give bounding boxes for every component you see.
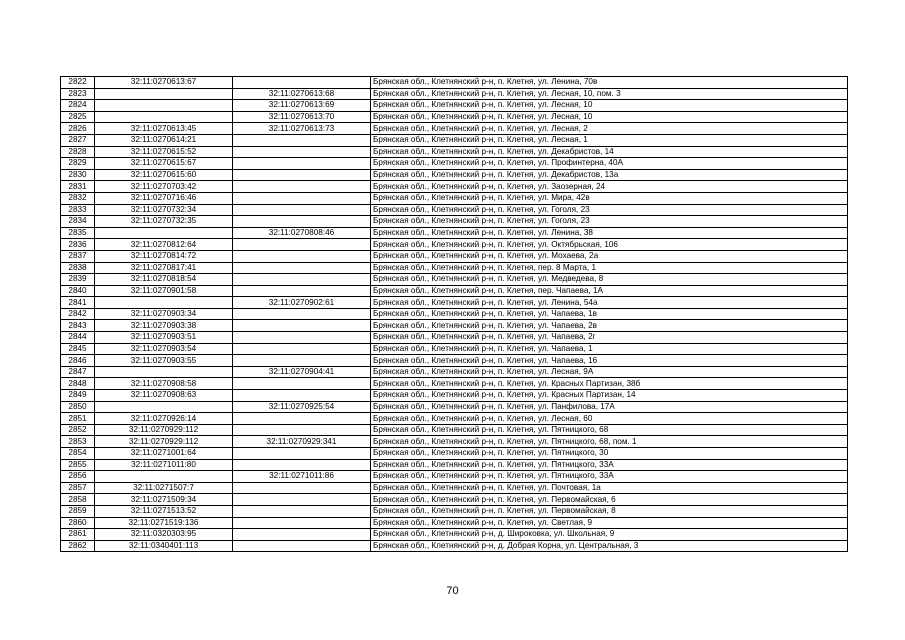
row-number-cell: 2838 (61, 262, 95, 274)
address-cell: Брянская обл., Клетнянский р-н, п. Клетня, ул. Октябрьская, 106 (371, 239, 848, 251)
row-number-cell: 2837 (61, 250, 95, 262)
table-row (61, 343, 848, 355)
building-cadastral-number-cell (233, 320, 371, 332)
address-cell: Брянская обл., Клетнянский р-н, п. Клетня, ул. Медведева, 8 (371, 274, 848, 286)
table-row (61, 158, 848, 170)
table-row (61, 297, 848, 309)
land-cadastral-number-cell: 32:11:0270903:51 (95, 332, 233, 344)
registry-table (60, 76, 848, 552)
building-cadastral-number-cell: 32:11:0270929:341 (233, 436, 371, 448)
row-number-cell: 2859 (61, 505, 95, 517)
land-cadastral-number-cell: 32:11:0270614:21 (95, 134, 233, 146)
building-cadastral-number-cell (233, 146, 371, 158)
land-cadastral-number-cell: 32:11:0270615:67 (95, 158, 233, 170)
land-cadastral-number-cell: 32:11:0270903:38 (95, 320, 233, 332)
land-cadastral-number-cell: 32:11:0270908:58 (95, 378, 233, 390)
building-cadastral-number-cell (233, 134, 371, 146)
address-cell: Брянская обл., Клетнянский р-н, п. Клетня, ул. Чапаева, 16 (371, 355, 848, 367)
address-cell: Брянская обл., Клетнянский р-н, п. Клетня, ул. Ленина, 70в (371, 77, 848, 89)
row-number-cell: 2822 (61, 77, 95, 89)
building-cadastral-number-cell (233, 308, 371, 320)
land-cadastral-number-cell: 32:11:0270613:67 (95, 77, 233, 89)
land-cadastral-number-cell (95, 471, 233, 483)
table-row (61, 134, 848, 146)
address-cell: Брянская обл., Клетнянский р-н, п. Клетня, ул. Лесная, 10 (371, 100, 848, 112)
row-number-cell: 2834 (61, 216, 95, 228)
address-cell: Брянская обл., Клетнянский р-н, п. Клетня, ул. Первомайская, 6 (371, 494, 848, 506)
building-cadastral-number-cell (233, 459, 371, 471)
address-cell: Брянская обл., Клетнянский р-н, п. Клетня, ул. Чапаева, 1 (371, 343, 848, 355)
land-cadastral-number-cell: 32:11:0270903:54 (95, 343, 233, 355)
building-cadastral-number-cell (233, 494, 371, 506)
land-cadastral-number-cell: 32:11:0270903:55 (95, 355, 233, 367)
address-cell: Брянская обл., Клетнянский р-н, п. Клетня, ул. Гоголя, 23 (371, 204, 848, 216)
address-cell: Брянская обл., Клетнянский р-н, п. Клетня, ул. Чапаева, 1в (371, 308, 848, 320)
row-number-cell: 2826 (61, 123, 95, 135)
table-row (61, 332, 848, 344)
address-cell: Брянская обл., Клетнянский р-н, п. Клетня, ул. Почтовая, 1а (371, 482, 848, 494)
land-cadastral-number-cell: 32:11:0270926:14 (95, 413, 233, 425)
land-cadastral-number-cell: 32:11:0271507:7 (95, 482, 233, 494)
row-number-cell: 2862 (61, 540, 95, 552)
building-cadastral-number-cell (233, 181, 371, 193)
row-number-cell: 2861 (61, 529, 95, 541)
land-cadastral-number-cell (95, 100, 233, 112)
row-number-cell: 2833 (61, 204, 95, 216)
building-cadastral-number-cell: 32:11:0271011:86 (233, 471, 371, 483)
table-row (61, 540, 848, 552)
row-number-cell: 2829 (61, 158, 95, 170)
registry-table-body (61, 77, 848, 552)
row-number-cell: 2858 (61, 494, 95, 506)
building-cadastral-number-cell (233, 448, 371, 460)
table-row (61, 192, 848, 204)
address-cell: Брянская обл., Клетнянский р-н, п. Клетня, ул. Чапаева, 2в (371, 320, 848, 332)
building-cadastral-number-cell (233, 332, 371, 344)
address-cell: Брянская обл., Клетнянский р-н, п. Клетня, ул. Гоголя, 23 (371, 216, 848, 228)
table-row (61, 529, 848, 541)
table-row (61, 517, 848, 529)
page-number: 70 (446, 585, 459, 597)
address-cell: Брянская обл., Клетнянский р-н, п. Клетня, ул. Пятницкого, 30 (371, 448, 848, 460)
table-row (61, 378, 848, 390)
table-row (61, 88, 848, 100)
address-cell: Брянская обл., Клетнянский р-н, п. Клетня, ул. Лесная, 2 (371, 123, 848, 135)
row-number-cell: 2857 (61, 482, 95, 494)
land-cadastral-number-cell (95, 401, 233, 413)
address-cell: Брянская обл., Клетнянский р-н, д. Широковка, ул. Школьная, 9 (371, 529, 848, 541)
building-cadastral-number-cell (233, 378, 371, 390)
building-cadastral-number-cell: 32:11:0270613:69 (233, 100, 371, 112)
address-cell: Брянская обл., Клетнянский р-н, п. Клетня, ул. Профинтерна, 40А (371, 158, 848, 170)
building-cadastral-number-cell: 32:11:0270613:68 (233, 88, 371, 100)
address-cell: Брянская обл., Клетнянский р-н, п. Клетня, ул. Чапаева, 2г (371, 332, 848, 344)
building-cadastral-number-cell (233, 529, 371, 541)
row-number-cell: 2854 (61, 448, 95, 460)
row-number-cell: 2836 (61, 239, 95, 251)
address-cell: Брянская обл., Клетнянский р-н, п. Клетня, ул. Лесная, 9А (371, 366, 848, 378)
land-cadastral-number-cell: 32:11:0270817:41 (95, 262, 233, 274)
table-row (61, 482, 848, 494)
land-cadastral-number-cell (95, 366, 233, 378)
table-row (61, 181, 848, 193)
row-number-cell: 2825 (61, 111, 95, 123)
address-cell: Брянская обл., Клетнянский р-н, п. Клетня, ул. Декабристов, 14 (371, 146, 848, 158)
table-row (61, 285, 848, 297)
row-number-cell: 2853 (61, 436, 95, 448)
land-cadastral-number-cell (95, 88, 233, 100)
table-row (61, 401, 848, 413)
building-cadastral-number-cell: 32:11:0270613:73 (233, 123, 371, 135)
building-cadastral-number-cell: 32:11:0270925:54 (233, 401, 371, 413)
row-number-cell: 2855 (61, 459, 95, 471)
land-cadastral-number-cell: 32:11:0270615:60 (95, 169, 233, 181)
land-cadastral-number-cell: 32:11:0271509:34 (95, 494, 233, 506)
row-number-cell: 2841 (61, 297, 95, 309)
table-row (61, 204, 848, 216)
land-cadastral-number-cell (95, 227, 233, 239)
row-number-cell: 2824 (61, 100, 95, 112)
table-row (61, 239, 848, 251)
address-cell: Брянская обл., Клетнянский р-н, п. Клетня, ул. Пятницкого, 33А (371, 471, 848, 483)
building-cadastral-number-cell: 32:11:0270613:70 (233, 111, 371, 123)
building-cadastral-number-cell (233, 424, 371, 436)
address-cell: Брянская обл., Клетнянский р-н, п. Клетня, ул. Светлая, 9 (371, 517, 848, 529)
address-cell: Брянская обл., Клетнянский р-н, п. Клетня, ул. Красных Партизан, 14 (371, 390, 848, 402)
building-cadastral-number-cell (233, 343, 371, 355)
address-cell: Брянская обл., Клетнянский р-н, п. Клетня, ул. Красных Партизан, 38б (371, 378, 848, 390)
row-number-cell: 2835 (61, 227, 95, 239)
land-cadastral-number-cell: 32:11:0340401:113 (95, 540, 233, 552)
table-row (61, 308, 848, 320)
land-cadastral-number-cell: 32:11:0270908:63 (95, 390, 233, 402)
land-cadastral-number-cell: 32:11:0270812:64 (95, 239, 233, 251)
building-cadastral-number-cell (233, 517, 371, 529)
building-cadastral-number-cell (233, 413, 371, 425)
address-cell: Брянская обл., Клетнянский р-н, п. Клетня, ул. Мохаева, 2а (371, 250, 848, 262)
land-cadastral-number-cell: 32:11:0270929:112 (95, 436, 233, 448)
table-row (61, 146, 848, 158)
building-cadastral-number-cell (233, 239, 371, 251)
row-number-cell: 2840 (61, 285, 95, 297)
address-cell: Брянская обл., Клетнянский р-н, п. Клетня, ул. Лесная, 60 (371, 413, 848, 425)
row-number-cell: 2823 (61, 88, 95, 100)
table-row (61, 413, 848, 425)
address-cell: Брянская обл., Клетнянский р-н, п. Клетня, пер. Чапаева, 1А (371, 285, 848, 297)
land-cadastral-number-cell: 32:11:0271011:80 (95, 459, 233, 471)
row-number-cell: 2849 (61, 390, 95, 402)
building-cadastral-number-cell (233, 482, 371, 494)
row-number-cell: 2842 (61, 308, 95, 320)
address-cell: Брянская обл., Клетнянский р-н, п. Клетня, ул. Пятницкого, 68, пом. 1 (371, 436, 848, 448)
row-number-cell: 2860 (61, 517, 95, 529)
row-number-cell: 2843 (61, 320, 95, 332)
land-cadastral-number-cell: 32:11:0270929:112 (95, 424, 233, 436)
row-number-cell: 2832 (61, 192, 95, 204)
building-cadastral-number-cell: 32:11:0270904:41 (233, 366, 371, 378)
table-row (61, 111, 848, 123)
address-cell: Брянская обл., Клетнянский р-н, п. Клетня, ул. Панфилова, 17А (371, 401, 848, 413)
table-row (61, 494, 848, 506)
address-cell: Брянская обл., Клетнянский р-н, п. Клетня, ул. Лесная, 1 (371, 134, 848, 146)
address-cell: Брянская обл., Клетнянский р-н, п. Клетня, ул. Мира, 42в (371, 192, 848, 204)
row-number-cell: 2831 (61, 181, 95, 193)
table-row (61, 250, 848, 262)
row-number-cell: 2848 (61, 378, 95, 390)
table-row (61, 448, 848, 460)
address-cell: Брянская обл., Клетнянский р-н, п. Клетня, ул. Лесная, 10, пом. 3 (371, 88, 848, 100)
table-row (61, 505, 848, 517)
table-row (61, 274, 848, 286)
building-cadastral-number-cell (233, 204, 371, 216)
land-cadastral-number-cell: 32:11:0270613:45 (95, 123, 233, 135)
building-cadastral-number-cell: 32:11:0270902:61 (233, 297, 371, 309)
land-cadastral-number-cell: 32:11:0271513:52 (95, 505, 233, 517)
address-cell: Брянская обл., Клетнянский р-н, п. Клетня, пер. 8 Марта, 1 (371, 262, 848, 274)
building-cadastral-number-cell (233, 250, 371, 262)
row-number-cell: 2828 (61, 146, 95, 158)
building-cadastral-number-cell (233, 285, 371, 297)
address-cell: Брянская обл., Клетнянский р-н, п. Клетня, ул. Лесная, 10 (371, 111, 848, 123)
building-cadastral-number-cell (233, 262, 371, 274)
land-cadastral-number-cell: 32:11:0270732:35 (95, 216, 233, 228)
address-cell: Брянская обл., Клетнянский р-н, д. Добрая Корна, ул. Центральная, 3 (371, 540, 848, 552)
row-number-cell: 2844 (61, 332, 95, 344)
land-cadastral-number-cell: 32:11:0271001:64 (95, 448, 233, 460)
row-number-cell: 2852 (61, 424, 95, 436)
table-row (61, 320, 848, 332)
land-cadastral-number-cell: 32:11:0270716:46 (95, 192, 233, 204)
land-cadastral-number-cell: 32:11:0320303:95 (95, 529, 233, 541)
table-row (61, 355, 848, 367)
table-row (61, 459, 848, 471)
row-number-cell: 2830 (61, 169, 95, 181)
table-row (61, 123, 848, 135)
table-row (61, 169, 848, 181)
building-cadastral-number-cell: 32:11:0270808:46 (233, 227, 371, 239)
address-cell: Брянская обл., Клетнянский р-н, п. Клетня, ул. Ленина, 54а (371, 297, 848, 309)
land-cadastral-number-cell: 32:11:0270615:52 (95, 146, 233, 158)
building-cadastral-number-cell (233, 158, 371, 170)
table-row (61, 390, 848, 402)
address-cell: Брянская обл., Клетнянский р-н, п. Клетня, ул. Пятницкого, 68 (371, 424, 848, 436)
row-number-cell: 2856 (61, 471, 95, 483)
building-cadastral-number-cell (233, 192, 371, 204)
row-number-cell: 2827 (61, 134, 95, 146)
row-number-cell: 2850 (61, 401, 95, 413)
table-row (61, 77, 848, 89)
address-cell: Брянская обл., Клетнянский р-н, п. Клетня, ул. Первомайская, 8 (371, 505, 848, 517)
address-cell: Брянская обл., Клетнянский р-н, п. Клетня, ул. Декабристов, 13а (371, 169, 848, 181)
address-cell: Брянская обл., Клетнянский р-н, п. Клетня, ул. Ленина, 38 (371, 227, 848, 239)
row-number-cell: 2851 (61, 413, 95, 425)
building-cadastral-number-cell (233, 355, 371, 367)
table-row (61, 424, 848, 436)
row-number-cell: 2847 (61, 366, 95, 378)
building-cadastral-number-cell (233, 505, 371, 517)
land-cadastral-number-cell (95, 111, 233, 123)
building-cadastral-number-cell (233, 169, 371, 181)
land-cadastral-number-cell: 32:11:0270703:42 (95, 181, 233, 193)
address-cell: Брянская обл., Клетнянский р-н, п. Клетня, ул. Заозерная, 24 (371, 181, 848, 193)
land-cadastral-number-cell: 32:11:0270732:34 (95, 204, 233, 216)
table-row (61, 227, 848, 239)
table-row (61, 262, 848, 274)
land-cadastral-number-cell: 32:11:0270903:34 (95, 308, 233, 320)
building-cadastral-number-cell (233, 390, 371, 402)
land-cadastral-number-cell (95, 297, 233, 309)
table-row (61, 216, 848, 228)
land-cadastral-number-cell: 32:11:0270818:54 (95, 274, 233, 286)
land-cadastral-number-cell: 32:11:0270814:72 (95, 250, 233, 262)
building-cadastral-number-cell (233, 77, 371, 89)
building-cadastral-number-cell (233, 540, 371, 552)
table-row (61, 436, 848, 448)
table-row (61, 100, 848, 112)
table-row (61, 471, 848, 483)
row-number-cell: 2845 (61, 343, 95, 355)
row-number-cell: 2846 (61, 355, 95, 367)
land-cadastral-number-cell: 32:11:0271519:136 (95, 517, 233, 529)
building-cadastral-number-cell (233, 216, 371, 228)
table-row (61, 366, 848, 378)
land-cadastral-number-cell: 32:11:0270901:58 (95, 285, 233, 297)
address-cell: Брянская обл., Клетнянский р-н, п. Клетня, ул. Пятницкого, 33А (371, 459, 848, 471)
building-cadastral-number-cell (233, 274, 371, 286)
row-number-cell: 2839 (61, 274, 95, 286)
